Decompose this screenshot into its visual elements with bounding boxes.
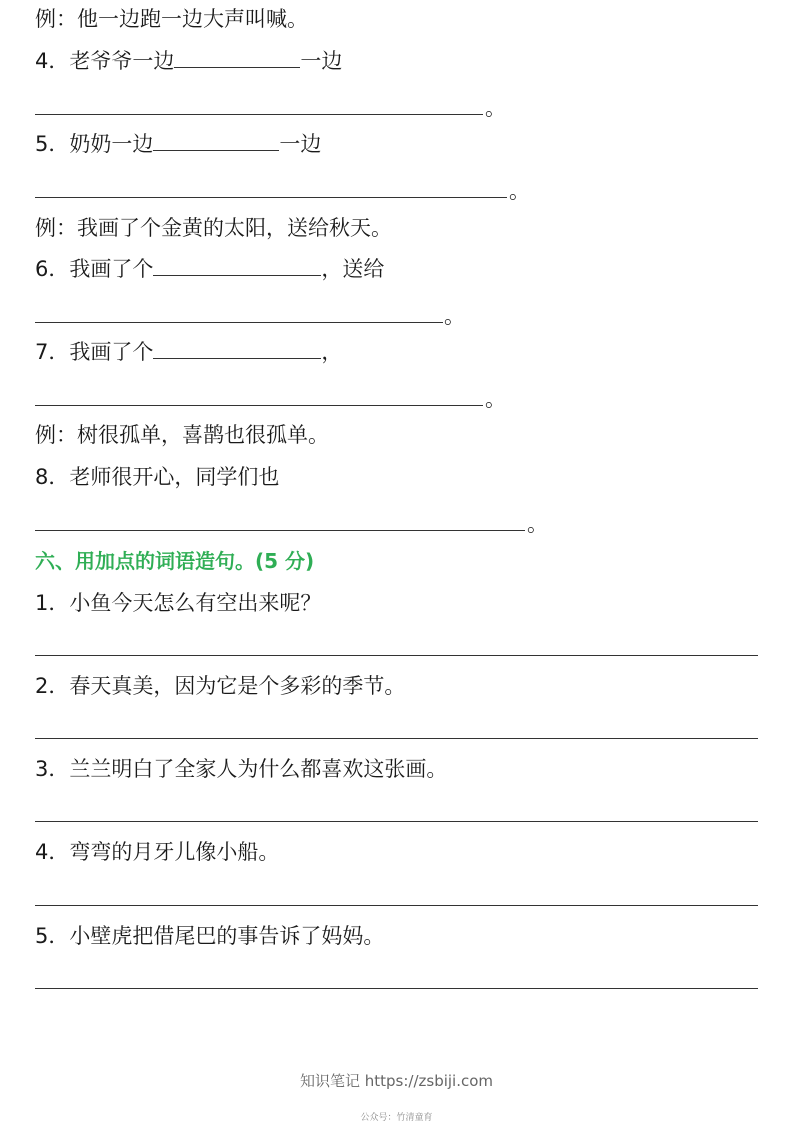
sentence-prompt-3: 3．兰兰明白了全家人为什么都喜欢这张画。: [35, 757, 448, 781]
footer-wechat: 公众号：竹清童育: [360, 1113, 433, 1123]
sentence-prompt-4: 4．弯弯的月牙儿像小船。: [35, 840, 280, 864]
question-6: [35, 255, 384, 283]
question-4: [35, 47, 342, 75]
question-6-end: 。: [444, 304, 465, 328]
question-4-suffix: 一边: [300, 49, 343, 73]
answer-line[interactable]: [35, 197, 507, 198]
question-7-end: 。: [485, 387, 506, 411]
question-8: 8．老师很开心，同学们也: [35, 465, 280, 489]
answer-line[interactable]: [35, 821, 758, 822]
question-7-prefix: 7．我画了个: [35, 340, 154, 364]
answer-line[interactable]: [35, 988, 758, 989]
answer-line[interactable]: [35, 905, 758, 906]
question-4-prefix: 4．老爷爷一边: [35, 49, 175, 73]
sentence-prompt-1: 1．小鱼今天怎么有空出来呢？: [35, 591, 322, 615]
answer-line[interactable]: [35, 322, 443, 323]
answer-line[interactable]: [35, 738, 758, 739]
question-5: [35, 130, 321, 158]
question-4-end: 。: [485, 96, 506, 120]
question-5-prefix: 5．奶奶一边: [35, 132, 154, 156]
question-6-prefix: 6．我画了个: [35, 257, 154, 281]
answer-blank[interactable]: [153, 132, 279, 151]
question-5-end: 。: [509, 179, 530, 203]
section-6-heading: 六、用加点的词语造句。(5 分): [35, 549, 315, 573]
question-8-end: 。: [527, 512, 548, 536]
footer-site: 知识笔记 https://zsbiji.com: [299, 1072, 494, 1090]
answer-blank[interactable]: [153, 340, 321, 359]
answer-line[interactable]: [35, 114, 483, 115]
answer-line[interactable]: [35, 405, 483, 406]
sentence-prompt-5: 5．小壁虎把借尾巴的事告诉了妈妈。: [35, 924, 385, 948]
answer-line[interactable]: [35, 530, 525, 531]
example-sentence-1: 例：他一边跑一边大声叫喊。: [35, 7, 308, 31]
question-5-suffix: 一边: [279, 132, 322, 156]
question-7: [35, 338, 342, 366]
answer-line[interactable]: [35, 655, 758, 656]
question-7-suffix: ，: [321, 340, 343, 364]
example-sentence-3: 例：树很孤单，喜鹊也很孤单。: [35, 423, 329, 447]
answer-blank[interactable]: [174, 49, 300, 68]
question-6-suffix: ，送给: [321, 257, 385, 281]
sentence-prompt-2: 2．春天真美，因为它是个多彩的季节。: [35, 674, 406, 698]
example-sentence-2: 例：我画了个金黄的太阳，送给秋天。: [35, 216, 392, 240]
answer-blank[interactable]: [153, 257, 321, 276]
